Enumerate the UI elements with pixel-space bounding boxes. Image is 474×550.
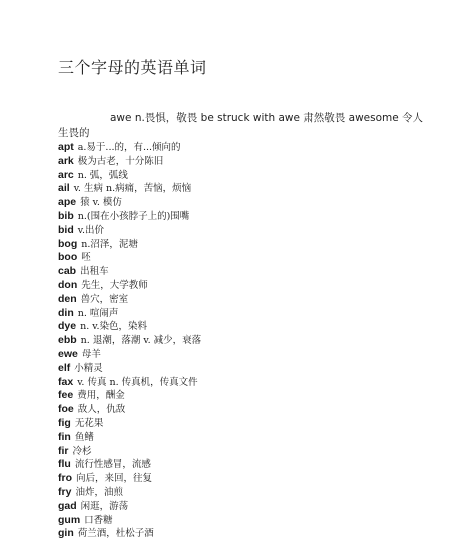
word-list <box>58 141 458 541</box>
entry-definition: 呸 <box>81 252 91 264</box>
entry-word: arc <box>58 168 74 181</box>
entry-word: bib <box>58 209 74 222</box>
entry-word: ail <box>58 182 70 195</box>
entry-definition: n. 退潮，落潮 v. 减少，衰落 <box>80 335 202 347</box>
entry-word: fro <box>58 472 72 485</box>
entry-word: din <box>58 306 74 319</box>
entry-word: foe <box>58 403 74 416</box>
page-title: 三个字母的英语单词 <box>58 58 207 77</box>
entry-word: den <box>58 292 77 305</box>
entry-definition: n.(围在小孩脖子上的)围嘴 <box>77 210 190 222</box>
entry-word: don <box>58 278 78 291</box>
word-entry <box>58 417 458 431</box>
entry-word: bid <box>58 223 74 236</box>
entry-definition: 出租车 <box>80 266 109 278</box>
word-entry <box>58 431 458 445</box>
entry-definition: v. 生病 n.病痛，苦恼，烦恼 <box>73 183 192 195</box>
entry-definition: 鱼鳍 <box>74 431 94 443</box>
word-entry <box>58 320 458 334</box>
entry-word: fax <box>58 375 74 388</box>
word-entry <box>58 334 458 348</box>
entry-definition: 闲逛，游荡 <box>80 500 129 512</box>
entry-word: fry <box>58 485 72 498</box>
word-entry <box>58 169 458 183</box>
word-entry <box>58 472 458 486</box>
word-entry <box>58 251 458 265</box>
entry-word: fig <box>58 416 71 429</box>
word-entry <box>58 348 458 362</box>
entry-word: ark <box>58 154 74 167</box>
word-entry <box>58 224 458 238</box>
entry-word: cab <box>58 265 77 278</box>
word-entry <box>58 500 458 514</box>
entry-definition: 敌人，仇敌 <box>77 404 126 416</box>
word-entry <box>58 141 458 155</box>
word-entry <box>58 196 458 210</box>
entry-word: ewe <box>58 347 78 360</box>
entry-definition: n.沼泽，泥塘 <box>81 238 138 250</box>
entry-definition: 猿 v. 模仿 <box>80 197 122 209</box>
entry-definition: a.易于...的，有...倾向的 <box>77 142 181 153</box>
word-entry <box>58 182 458 196</box>
entry-definition: v. 传真 n. 传真机，传真文件 <box>77 376 198 388</box>
entry-definition: 兽穴，密室 <box>80 293 129 305</box>
entry-word: fee <box>58 389 74 402</box>
entry-word: dye <box>58 320 77 333</box>
entry-word: gin <box>58 527 74 540</box>
word-entry <box>58 307 458 321</box>
entry-definition: 冷杉 <box>72 445 92 457</box>
word-entry <box>58 403 458 417</box>
word-entry <box>58 293 458 307</box>
entry-word: elf <box>58 361 71 374</box>
word-entry <box>58 376 458 390</box>
entry-definition: v.出价 <box>77 224 105 236</box>
word-entry <box>58 210 458 224</box>
entry-word: bog <box>58 237 78 250</box>
entry-word: flu <box>58 458 71 471</box>
word-entry <box>58 362 458 376</box>
entry-definition: 荷兰酒，杜松子酒 <box>77 528 154 540</box>
word-entry <box>58 527 458 541</box>
entry-definition: 费用，酬金 <box>77 390 125 402</box>
entry-definition: n. 喧闹声 <box>77 307 119 319</box>
word-entry <box>58 514 458 528</box>
entry-word: fir <box>58 444 69 457</box>
word-entry <box>58 265 458 279</box>
word-entry <box>58 155 458 169</box>
entry-word: ebb <box>58 334 77 347</box>
entry-word: apt <box>58 141 74 153</box>
word-entry <box>58 389 458 403</box>
word-entry <box>58 279 458 293</box>
entry-definition: 流行性感冒，流感 <box>74 459 151 471</box>
intro-text: awe n.畏惧，敬畏 be struck with awe 肃然敬畏 awesome 令人生畏的 <box>58 112 424 139</box>
entry-definition: 母羊 <box>81 348 101 360</box>
entry-definition: 极为古老，十分陈旧 <box>77 155 164 167</box>
entry-definition: 小精灵 <box>74 362 103 374</box>
entry-definition: 向后，来回，往复 <box>76 473 153 485</box>
entry-word: gum <box>58 513 81 526</box>
entry-word: fin <box>58 430 71 443</box>
entry-word: boo <box>58 251 78 264</box>
entry-definition: n. v.染色，染料 <box>80 321 148 333</box>
entry-definition: 油炸，油煎 <box>75 486 123 498</box>
word-entry <box>58 238 458 252</box>
word-entry <box>58 486 458 500</box>
entry-definition: n. 弧，弧线 <box>77 169 128 181</box>
entry-definition: 先生，大学教师 <box>81 279 148 291</box>
word-entry <box>58 445 458 459</box>
entry-word: gad <box>58 499 77 512</box>
entry-definition: 口香糖 <box>84 514 113 526</box>
word-entry <box>58 458 458 472</box>
entry-definition: 无花果 <box>74 417 104 429</box>
intro-paragraph <box>58 111 428 141</box>
entry-word: ape <box>58 196 77 209</box>
